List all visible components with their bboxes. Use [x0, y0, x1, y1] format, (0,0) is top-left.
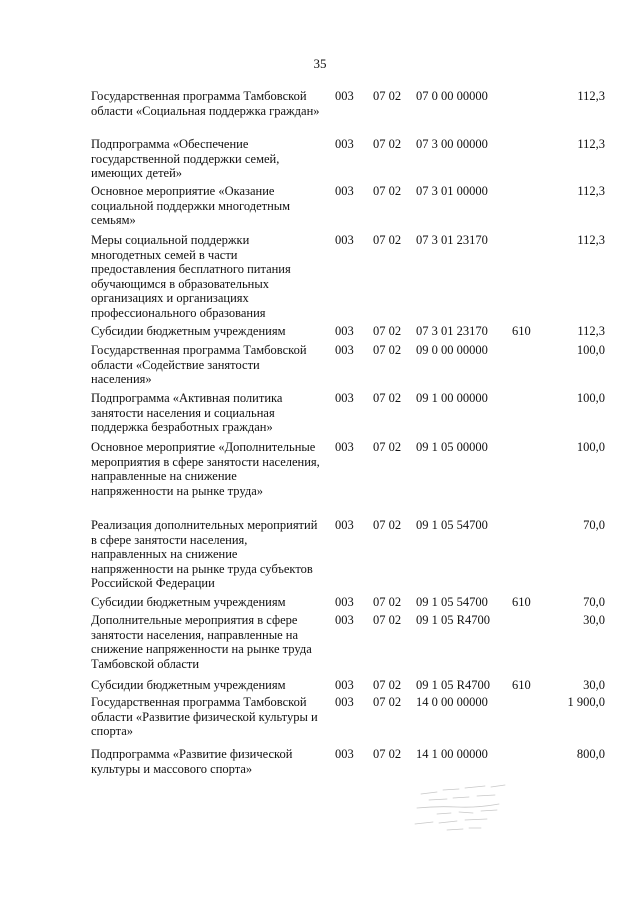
row-ministry-code: 003	[335, 678, 354, 692]
row-section-code: 07 02	[373, 518, 402, 532]
row-target-code: 14 1 00 00000	[416, 747, 488, 761]
row-name: Подпрограмма «Развитие физической культуры и массового спорта»	[91, 747, 293, 776]
row-target-code: 07 3 01 23170	[416, 324, 488, 338]
row-target-code: 14 0 00 00000	[416, 695, 488, 709]
row-target-code: 07 3 01 23170	[416, 233, 488, 247]
row-section-code: 07 02	[373, 747, 402, 761]
row-target-code: 07 3 00 00000	[416, 137, 488, 151]
row-name: Субсидии бюджетным учреждениям	[91, 324, 286, 338]
table-row	[91, 695, 611, 747]
row-name: Реализация дополнительных мероприятий в сфере занятости населения, направленных на снижение напряженности на рынке труда субъектов Российской Федерации	[91, 518, 318, 591]
table-row	[91, 343, 611, 391]
row-section-code: 07 02	[373, 613, 402, 627]
row-sum: 30,0	[583, 678, 605, 692]
row-section-code: 07 02	[373, 343, 402, 357]
row-ministry-code: 003	[335, 695, 354, 709]
row-section-code: 07 02	[373, 137, 402, 151]
row-target-code: 09 1 00 00000	[416, 391, 488, 405]
row-target-code: 09 1 05 00000	[416, 440, 488, 454]
row-sum: 1 900,0	[567, 695, 605, 709]
row-section-code: 07 02	[373, 233, 402, 247]
table-row	[91, 747, 611, 781]
row-ministry-code: 003	[335, 440, 354, 454]
row-expense-type: 610	[512, 678, 531, 692]
row-section-code: 07 02	[373, 595, 402, 609]
row-section-code: 07 02	[373, 184, 402, 198]
row-sum: 100,0	[576, 440, 605, 454]
row-section-code: 07 02	[373, 391, 402, 405]
row-name: Государственная программа Тамбовской области «Социальная поддержка граждан»	[91, 89, 320, 118]
row-sum: 30,0	[583, 613, 605, 627]
row-ministry-code: 003	[335, 137, 354, 151]
row-ministry-code: 003	[335, 613, 354, 627]
row-sum: 70,0	[583, 595, 605, 609]
row-ministry-code: 003	[335, 343, 354, 357]
row-ministry-code: 003	[335, 518, 354, 532]
page-number: 35	[313, 56, 327, 71]
row-section-code: 07 02	[373, 678, 402, 692]
row-sum: 112,3	[577, 89, 605, 103]
row-section-code: 07 02	[373, 89, 402, 103]
faint-stamp-mark	[407, 780, 517, 840]
table-row	[91, 391, 611, 440]
row-sum: 100,0	[576, 391, 605, 405]
row-sum: 70,0	[583, 518, 605, 532]
row-name: Субсидии бюджетным учреждениям	[91, 595, 286, 609]
table-row	[91, 613, 611, 678]
row-ministry-code: 003	[335, 391, 354, 405]
row-sum: 100,0	[576, 343, 605, 357]
row-ministry-code: 003	[335, 184, 354, 198]
row-name: Субсидии бюджетным учреждениям	[91, 678, 286, 692]
row-sum: 800,0	[576, 747, 605, 761]
row-name: Государственная программа Тамбовской области «Содействие занятости населения»	[91, 343, 307, 387]
row-target-code: 07 3 01 00000	[416, 184, 488, 198]
row-section-code: 07 02	[373, 440, 402, 454]
row-sum: 112,3	[577, 184, 605, 198]
budget-table	[91, 89, 611, 781]
row-target-code: 09 1 05 54700	[416, 595, 488, 609]
row-name: Подпрограмма «Обеспечение государственной поддержки семей, имеющих детей»	[91, 137, 280, 181]
table-row	[91, 518, 611, 595]
row-name: Дополнительные мероприятия в сфере занятости населения, направленные на снижение напряженности на рынке труда Тамбовской области	[91, 613, 312, 671]
row-sum: 112,3	[577, 324, 605, 338]
row-name: Меры социальной поддержки многодетных семей в части предоставления бесплатного питания обучающимся в образовательных организациях и организациях профессионального образования	[91, 233, 291, 320]
row-name: Государственная программа Тамбовской области «Развитие физической культуры и спорта»	[91, 695, 318, 739]
table-row	[91, 89, 611, 137]
row-expense-type: 610	[512, 324, 531, 338]
row-name: Основное мероприятие «Оказание социальной поддержки многодетным семьям»	[91, 184, 291, 228]
row-section-code: 07 02	[373, 324, 402, 338]
row-ministry-code: 003	[335, 595, 354, 609]
row-expense-type: 610	[512, 595, 531, 609]
table-row	[91, 678, 611, 695]
row-name: Подпрограмма «Активная политика занятости населения и социальная поддержка безработных граждан»	[91, 391, 283, 435]
row-ministry-code: 003	[335, 747, 354, 761]
table-row	[91, 440, 611, 518]
row-section-code: 07 02	[373, 695, 402, 709]
row-target-code: 09 1 05 R4700	[416, 613, 490, 627]
table-row	[91, 184, 611, 233]
row-target-code: 07 0 00 00000	[416, 89, 488, 103]
row-target-code: 09 0 00 00000	[416, 343, 488, 357]
row-target-code: 09 1 05 R4700	[416, 678, 490, 692]
row-name: Основное мероприятие «Дополнительные мероприятия в сфере занятости населения, направленные на снижение напряженности на рынке труда»	[91, 440, 320, 498]
row-ministry-code: 003	[335, 89, 354, 103]
row-ministry-code: 003	[335, 324, 354, 338]
row-target-code: 09 1 05 54700	[416, 518, 488, 532]
row-sum: 112,3	[577, 137, 605, 151]
table-row	[91, 324, 611, 343]
row-ministry-code: 003	[335, 233, 354, 247]
table-row	[91, 137, 611, 184]
table-row	[91, 233, 611, 324]
row-sum: 112,3	[577, 233, 605, 247]
table-row	[91, 595, 611, 613]
